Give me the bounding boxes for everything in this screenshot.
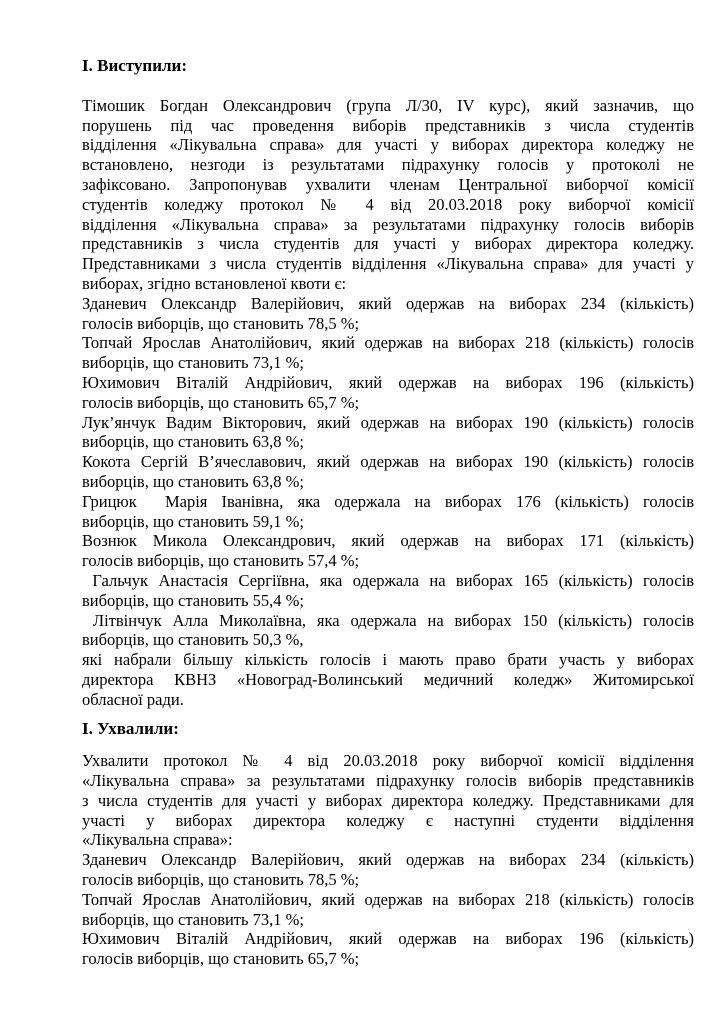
candidate-entry-hrytsiuk [82, 492, 694, 532]
text-line: участі у виборах директора коледжу є наступні студенти відділення [82, 810, 694, 830]
section-ukhvalyly [82, 719, 694, 970]
text-line: порушень під час проведення виборів представників з числа студентів [82, 115, 694, 135]
text-line: відділення «Лікувальна справа» за результатами підрахунку голосів виборів [82, 214, 694, 234]
text-line: обласної ради. [82, 689, 184, 709]
text-line: голосів виборців, що становить 57,4 %; [82, 551, 360, 571]
resolution-paragraph [82, 751, 694, 850]
section-vystupyly [82, 56, 694, 710]
text-line: Представниками з числа студентів відділення «Лікувальна справа» для участі у [82, 254, 694, 274]
text-line: Юхимович Віталій Андрійович, який одержав на виборах 196 (кількість) [82, 372, 694, 392]
candidate-entry-litvinchuk [82, 611, 694, 651]
candidate-entry-zdanevych [82, 294, 694, 334]
candidate-entry-yukhymovych [82, 373, 694, 413]
text-line: виборах, згідно встановленої квоти є: [82, 273, 347, 293]
candidate-entry-lukianchuk [82, 413, 694, 453]
speaker-paragraph [82, 96, 694, 294]
text-line: Вознюк Микола Олександрович, який одержав на виборах 171 (кількість) [82, 531, 694, 551]
candidate-entry-vozniuk [82, 531, 694, 571]
text-line: Гальчук Анастасія Сергіївна, яка одержала на виборах 165 (кількість) голосів [82, 570, 694, 590]
candidate-entry-halchuk [82, 571, 694, 611]
text-line: виборців, що становить 50,3 %, [82, 630, 304, 650]
text-line: які набрали більшу кількість голосів і мають право брати участь у виборах [82, 650, 694, 670]
text-line: Літвінчук Алла Миколаївна, яка одержала на виборах 150 (кількість) голосів [82, 610, 694, 630]
text-line: зафіксовано. Запропонував ухвалити членам Центральної виборчої комісії [82, 174, 694, 194]
text-line: представників з числа студентів для участі у виборах директора коледжу. [82, 234, 694, 254]
text-line: виборців, що становить 73,1 %; [82, 353, 305, 373]
text-line: виборців, що становить 63,8 %; [82, 432, 305, 452]
text-line: Топчай Ярослав Анатолійович, який одержав на виборах 218 (кількість) голосів [82, 333, 694, 353]
candidate-entry-yukhymovych-2 [82, 929, 694, 969]
text-line: голосів виборців, що становить 65,7 %; [82, 949, 360, 969]
closing-paragraph [82, 650, 694, 709]
text-line: Тімошик Богдан Олександрович (група Л/30, ІV курс), який зазначив, що [82, 95, 694, 115]
text-line: директора КВНЗ «Новоград-Волинський медичний коледж» Житомирської [82, 669, 694, 689]
section-heading-vystupyly: І. Виступили: [82, 56, 188, 75]
candidate-entry-topchai-2 [82, 890, 694, 930]
candidate-entry-topchai [82, 333, 694, 373]
text-line: Ухвалити протокол № 4 від 20.03.2018 року виборчої комісії відділення [82, 751, 694, 771]
text-line: встановлено, незгоди із результатами підрахунку голосів у протоколі не [82, 155, 694, 175]
candidate-entry-kokota [82, 452, 694, 492]
text-line: студентів коледжу протокол № 4 від 20.03.2018 року виборчої комісії [82, 194, 694, 214]
text-line: голосів виборців, що становить 78,5 %; [82, 870, 360, 890]
text-line: з числа студентів для участі у виборах директора коледжу. Представниками для [82, 790, 694, 810]
text-line: голосів виборців, що становить 78,5 %; [82, 313, 360, 333]
text-line: Кокота Сергій В’ячеславович, який одержав на виборах 190 (кількість) голосів [82, 452, 694, 472]
candidate-entry-zdanevych-2 [82, 850, 694, 890]
text-line: Зданевич Олександр Валерійович, який одержав на виборах 234 (кількість) [82, 293, 694, 313]
text-line: Топчай Ярослав Анатолійович, який одержав на виборах 218 (кількість) голосів [82, 889, 694, 909]
text-line: виборців, що становить 63,8 %; [82, 471, 305, 491]
text-line: виборців, що становить 73,1 %; [82, 909, 305, 929]
text-line: виборців, що становить 55,4 %; [82, 590, 305, 610]
text-line: Зданевич Олександр Валерійович, який одержав на виборах 234 (кількість) [82, 850, 694, 870]
text-line: «Лікувальна справа»: [82, 830, 233, 850]
section-heading-ukhvalyly: І. Ухвалили: [82, 718, 179, 738]
text-line: виборців, що становить 59,1 %; [82, 511, 305, 531]
text-line: «Лікувальна справа» за результатами підрахунку голосів виборів представників [82, 771, 694, 791]
text-line: Лук’янчук Вадим Вікторович, який одержав на виборах 190 (кількість) голосів [82, 412, 694, 432]
text-line: голосів виборців, що становить 65,7 %; [82, 392, 360, 412]
text-line: Юхимович Віталій Андрійович, який одержав на виборах 196 (кількість) [82, 929, 694, 949]
text-line: відділення «Лікувальна справа» для участі у виборах директора коледжу не [82, 135, 694, 155]
text-line: Грицюк Марія Іванівна, яка одержала на виборах 176 (кількість) голосів [82, 491, 694, 511]
